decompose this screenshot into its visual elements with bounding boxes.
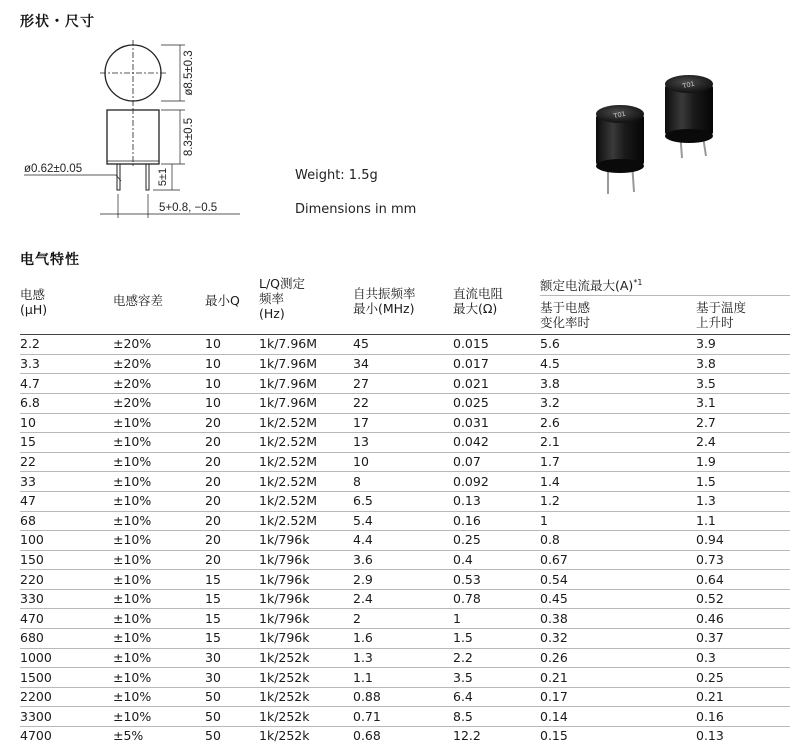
table-row bbox=[20, 589, 790, 609]
cell-current-by-temperature: 0.13 bbox=[696, 727, 790, 746]
cell-test-frequency: 1k/796k bbox=[259, 589, 353, 609]
cell-min-q: 20 bbox=[205, 511, 259, 531]
cell-tolerance: ±10% bbox=[113, 413, 205, 433]
cell-min-q: 50 bbox=[205, 727, 259, 746]
cell-current-by-temperature: 3.9 bbox=[696, 335, 790, 355]
cell-srf: 22 bbox=[353, 393, 453, 413]
cell-current-by-temperature: 0.46 bbox=[696, 609, 790, 629]
cell-test-frequency: 1k/7.96M bbox=[259, 335, 353, 355]
cell-test-frequency: 1k/7.96M bbox=[259, 374, 353, 394]
cell-current-by-inductance: 0.8 bbox=[540, 531, 696, 551]
cell-dcr: 1.5 bbox=[453, 629, 540, 649]
cell-current-by-inductance: 0.17 bbox=[540, 687, 696, 707]
table-row bbox=[20, 393, 790, 413]
cell-current-by-inductance: 0.26 bbox=[540, 648, 696, 668]
cell-srf: 27 bbox=[353, 374, 453, 394]
cell-current-by-inductance: 1.2 bbox=[540, 491, 696, 511]
cell-dcr: 0.13 bbox=[453, 491, 540, 511]
cell-current-by-temperature: 3.5 bbox=[696, 374, 790, 394]
cell-tolerance: ±10% bbox=[113, 687, 205, 707]
cell-current-by-temperature: 0.21 bbox=[696, 687, 790, 707]
table-row bbox=[20, 433, 790, 453]
svg-text:T01: T01 bbox=[612, 110, 627, 121]
cell-inductance: 220 bbox=[20, 570, 113, 590]
header-dcr: 直流电阻 最大(Ω) bbox=[453, 286, 504, 316]
cell-current-by-inductance: 1.4 bbox=[540, 472, 696, 492]
electrical-characteristics-table bbox=[20, 273, 790, 746]
diameter-label: ø8.5±0.3 bbox=[183, 50, 195, 96]
table-row bbox=[20, 472, 790, 492]
cell-dcr: 3.5 bbox=[453, 668, 540, 688]
cell-min-q: 20 bbox=[205, 472, 259, 492]
cell-inductance: 3.3 bbox=[20, 354, 113, 374]
cell-min-q: 50 bbox=[205, 687, 259, 707]
table-row bbox=[20, 491, 790, 511]
cell-dcr: 0.16 bbox=[453, 511, 540, 531]
cell-inductance: 150 bbox=[20, 550, 113, 570]
electrical-section-title: 电气特性 bbox=[20, 252, 80, 268]
cell-srf: 2.9 bbox=[353, 570, 453, 590]
cell-current-by-temperature: 0.3 bbox=[696, 648, 790, 668]
cell-min-q: 30 bbox=[205, 668, 259, 688]
inductor-front bbox=[596, 105, 644, 194]
cell-min-q: 10 bbox=[205, 374, 259, 394]
cell-current-by-temperature: 1.9 bbox=[696, 452, 790, 472]
header-test-frequency: L/Q测定 频率 (Hz) bbox=[259, 276, 306, 321]
cell-dcr: 0.031 bbox=[453, 413, 540, 433]
cell-current-by-inductance: 2.6 bbox=[540, 413, 696, 433]
pitch-label: 5+0.8, −0.5 bbox=[159, 202, 218, 214]
cell-min-q: 10 bbox=[205, 354, 259, 374]
cell-inductance: 1500 bbox=[20, 668, 113, 688]
cell-inductance: 15 bbox=[20, 433, 113, 453]
cell-current-by-inductance: 5.6 bbox=[540, 335, 696, 355]
cell-current-by-inductance: 2.1 bbox=[540, 433, 696, 453]
dimension-drawing bbox=[20, 36, 250, 226]
cell-current-by-temperature: 1.5 bbox=[696, 472, 790, 492]
cell-test-frequency: 1k/796k bbox=[259, 570, 353, 590]
cell-dcr: 0.4 bbox=[453, 550, 540, 570]
height-label: 8.3±0.5 bbox=[183, 117, 195, 157]
table-row bbox=[20, 687, 790, 707]
cell-tolerance: ±20% bbox=[113, 393, 205, 413]
cell-test-frequency: 1k/796k bbox=[259, 550, 353, 570]
cell-srf: 34 bbox=[353, 354, 453, 374]
cell-test-frequency: 1k/252k bbox=[259, 668, 353, 688]
cell-test-frequency: 1k/7.96M bbox=[259, 354, 353, 374]
cell-tolerance: ±10% bbox=[113, 707, 205, 727]
cell-min-q: 10 bbox=[205, 393, 259, 413]
cell-tolerance: ±10% bbox=[113, 472, 205, 492]
cell-current-by-temperature: 3.1 bbox=[696, 393, 790, 413]
cell-dcr: 8.5 bbox=[453, 707, 540, 727]
cell-inductance: 1000 bbox=[20, 648, 113, 668]
cell-inductance: 4700 bbox=[20, 727, 113, 746]
cell-current-by-temperature: 0.73 bbox=[696, 550, 790, 570]
cell-current-by-temperature: 0.37 bbox=[696, 629, 790, 649]
cell-current-by-inductance: 1 bbox=[540, 511, 696, 531]
cell-inductance: 330 bbox=[20, 589, 113, 609]
table-row bbox=[20, 413, 790, 433]
cell-current-by-inductance: 4.5 bbox=[540, 354, 696, 374]
header-rated-current-label: 额定电流最大(A) bbox=[540, 278, 634, 294]
cell-min-q: 15 bbox=[205, 609, 259, 629]
cell-current-by-inductance: 3.8 bbox=[540, 374, 696, 394]
cell-dcr: 0.092 bbox=[453, 472, 540, 492]
cell-dcr: 0.78 bbox=[453, 589, 540, 609]
cell-min-q: 20 bbox=[205, 413, 259, 433]
lead-diameter-label: ø0.62±0.05 bbox=[24, 163, 83, 175]
cell-inductance: 4.7 bbox=[20, 374, 113, 394]
table-row bbox=[20, 354, 790, 374]
cell-tolerance: ±10% bbox=[113, 511, 205, 531]
cell-current-by-temperature: 0.94 bbox=[696, 531, 790, 551]
table-row bbox=[20, 668, 790, 688]
cell-min-q: 20 bbox=[205, 452, 259, 472]
cell-tolerance: ±10% bbox=[113, 550, 205, 570]
cell-dcr: 0.021 bbox=[453, 374, 540, 394]
cell-dcr: 0.015 bbox=[453, 335, 540, 355]
cell-min-q: 10 bbox=[205, 335, 259, 355]
cell-tolerance: ±10% bbox=[113, 491, 205, 511]
cell-current-by-temperature: 2.7 bbox=[696, 413, 790, 433]
cell-tolerance: ±10% bbox=[113, 531, 205, 551]
cell-min-q: 20 bbox=[205, 433, 259, 453]
cell-current-by-temperature: 1.3 bbox=[696, 491, 790, 511]
cell-current-by-inductance: 0.54 bbox=[540, 570, 696, 590]
table-row bbox=[20, 570, 790, 590]
table-row bbox=[20, 629, 790, 649]
cell-inductance: 100 bbox=[20, 531, 113, 551]
cell-test-frequency: 1k/2.52M bbox=[259, 433, 353, 453]
cell-srf: 4.4 bbox=[353, 531, 453, 551]
cell-current-by-temperature: 0.64 bbox=[696, 570, 790, 590]
cell-test-frequency: 1k/2.52M bbox=[259, 472, 353, 492]
cell-current-by-inductance: 0.21 bbox=[540, 668, 696, 688]
cell-dcr: 0.017 bbox=[453, 354, 540, 374]
cell-current-by-inductance: 1.7 bbox=[540, 452, 696, 472]
cell-tolerance: ±10% bbox=[113, 589, 205, 609]
cell-inductance: 2.2 bbox=[20, 335, 113, 355]
cell-srf: 2 bbox=[353, 609, 453, 629]
table-row bbox=[20, 374, 790, 394]
lead-length-label: 5±1 bbox=[157, 167, 169, 187]
cell-current-by-temperature: 1.1 bbox=[696, 511, 790, 531]
cell-test-frequency: 1k/252k bbox=[259, 707, 353, 727]
cell-test-frequency: 1k/796k bbox=[259, 609, 353, 629]
cell-srf: 6.5 bbox=[353, 491, 453, 511]
table-row bbox=[20, 648, 790, 668]
cell-dcr: 0.025 bbox=[453, 393, 540, 413]
weight-spec: Weight: 1.5g bbox=[295, 168, 378, 183]
cell-min-q: 50 bbox=[205, 707, 259, 727]
cell-dcr: 6.4 bbox=[453, 687, 540, 707]
cell-test-frequency: 1k/252k bbox=[259, 687, 353, 707]
table-row bbox=[20, 452, 790, 472]
dimension-unit-note: Dimensions in mm bbox=[295, 202, 417, 217]
cell-srf: 0.71 bbox=[353, 707, 453, 727]
cell-tolerance: ±5% bbox=[113, 727, 205, 746]
cell-srf: 5.4 bbox=[353, 511, 453, 531]
cell-current-by-temperature: 2.4 bbox=[696, 433, 790, 453]
cell-dcr: 2.2 bbox=[453, 648, 540, 668]
footnote-marker: *1 bbox=[633, 278, 643, 287]
cell-inductance: 680 bbox=[20, 629, 113, 649]
cell-dcr: 1 bbox=[453, 609, 540, 629]
cell-min-q: 20 bbox=[205, 531, 259, 551]
cell-srf: 17 bbox=[353, 413, 453, 433]
cell-srf: 0.68 bbox=[353, 727, 453, 746]
cell-min-q: 15 bbox=[205, 589, 259, 609]
cell-tolerance: ±20% bbox=[113, 354, 205, 374]
cell-current-by-inductance: 0.67 bbox=[540, 550, 696, 570]
table-row bbox=[20, 511, 790, 531]
cell-test-frequency: 1k/2.52M bbox=[259, 452, 353, 472]
dimensions-section-title: 形状・尺寸 bbox=[20, 14, 95, 30]
cell-current-by-temperature: 0.25 bbox=[696, 668, 790, 688]
cell-current-by-inductance: 0.14 bbox=[540, 707, 696, 727]
cell-min-q: 15 bbox=[205, 629, 259, 649]
cell-tolerance: ±10% bbox=[113, 648, 205, 668]
inductor-photo bbox=[588, 70, 728, 200]
cell-inductance: 68 bbox=[20, 511, 113, 531]
cell-srf: 45 bbox=[353, 335, 453, 355]
inductor-back bbox=[665, 75, 713, 158]
cell-test-frequency: 1k/796k bbox=[259, 629, 353, 649]
cell-test-frequency: 1k/2.52M bbox=[259, 491, 353, 511]
cell-inductance: 22 bbox=[20, 452, 113, 472]
cell-test-frequency: 1k/2.52M bbox=[259, 413, 353, 433]
cell-min-q: 30 bbox=[205, 648, 259, 668]
cell-tolerance: ±20% bbox=[113, 335, 205, 355]
cell-tolerance: ±10% bbox=[113, 609, 205, 629]
cell-min-q: 20 bbox=[205, 491, 259, 511]
cell-inductance: 470 bbox=[20, 609, 113, 629]
table-row bbox=[20, 550, 790, 570]
cell-srf: 0.88 bbox=[353, 687, 453, 707]
header-min-q: 最小Q bbox=[205, 293, 240, 308]
cell-tolerance: ±10% bbox=[113, 629, 205, 649]
cell-inductance: 10 bbox=[20, 413, 113, 433]
table-body bbox=[20, 335, 790, 746]
cell-current-by-inductance: 0.38 bbox=[540, 609, 696, 629]
header-srf: 自共振频率 最小(MHz) bbox=[353, 286, 416, 316]
cell-test-frequency: 1k/252k bbox=[259, 648, 353, 668]
cell-tolerance: ±10% bbox=[113, 570, 205, 590]
cell-test-frequency: 1k/7.96M bbox=[259, 393, 353, 413]
cell-current-by-temperature: 0.16 bbox=[696, 707, 790, 727]
table-row bbox=[20, 707, 790, 727]
cell-srf: 1.1 bbox=[353, 668, 453, 688]
cell-inductance: 33 bbox=[20, 472, 113, 492]
table-row bbox=[20, 727, 790, 746]
cell-inductance: 47 bbox=[20, 491, 113, 511]
cell-min-q: 15 bbox=[205, 570, 259, 590]
cell-dcr: 0.042 bbox=[453, 433, 540, 453]
cell-srf: 3.6 bbox=[353, 550, 453, 570]
cell-current-by-inductance: 3.2 bbox=[540, 393, 696, 413]
cell-current-by-inductance: 0.45 bbox=[540, 589, 696, 609]
cell-test-frequency: 1k/252k bbox=[259, 727, 353, 746]
cell-current-by-inductance: 0.32 bbox=[540, 629, 696, 649]
header-rated-current bbox=[540, 273, 790, 296]
cell-srf: 1.3 bbox=[353, 648, 453, 668]
svg-text:T01: T01 bbox=[681, 80, 696, 91]
cell-min-q: 20 bbox=[205, 550, 259, 570]
cell-test-frequency: 1k/2.52M bbox=[259, 511, 353, 531]
cell-current-by-temperature: 3.8 bbox=[696, 354, 790, 374]
cell-srf: 8 bbox=[353, 472, 453, 492]
cell-inductance: 6.8 bbox=[20, 393, 113, 413]
cell-test-frequency: 1k/796k bbox=[259, 531, 353, 551]
lead-right bbox=[146, 164, 149, 190]
cell-inductance: 3300 bbox=[20, 707, 113, 727]
cell-tolerance: ±10% bbox=[113, 668, 205, 688]
cell-current-by-inductance: 0.15 bbox=[540, 727, 696, 746]
header-inductance: 电感 (μH) bbox=[20, 287, 48, 317]
cell-srf: 10 bbox=[353, 452, 453, 472]
table-row bbox=[20, 609, 790, 629]
table-row bbox=[20, 531, 790, 551]
cell-dcr: 0.53 bbox=[453, 570, 540, 590]
cell-srf: 1.6 bbox=[353, 629, 453, 649]
cell-inductance: 2200 bbox=[20, 687, 113, 707]
cell-srf: 2.4 bbox=[353, 589, 453, 609]
header-tolerance: 电感容差 bbox=[113, 293, 164, 308]
cell-tolerance: ±10% bbox=[113, 452, 205, 472]
cell-current-by-temperature: 0.52 bbox=[696, 589, 790, 609]
header-current-by-temperature: 基于温度 上升时 bbox=[696, 300, 747, 331]
header-current-by-inductance: 基于电感 变化率时 bbox=[540, 300, 591, 331]
table-row bbox=[20, 335, 790, 355]
cell-tolerance: ±10% bbox=[113, 433, 205, 453]
cell-srf: 13 bbox=[353, 433, 453, 453]
cell-tolerance: ±20% bbox=[113, 374, 205, 394]
cell-dcr: 12.2 bbox=[453, 727, 540, 746]
cell-dcr: 0.07 bbox=[453, 452, 540, 472]
cell-dcr: 0.25 bbox=[453, 531, 540, 551]
